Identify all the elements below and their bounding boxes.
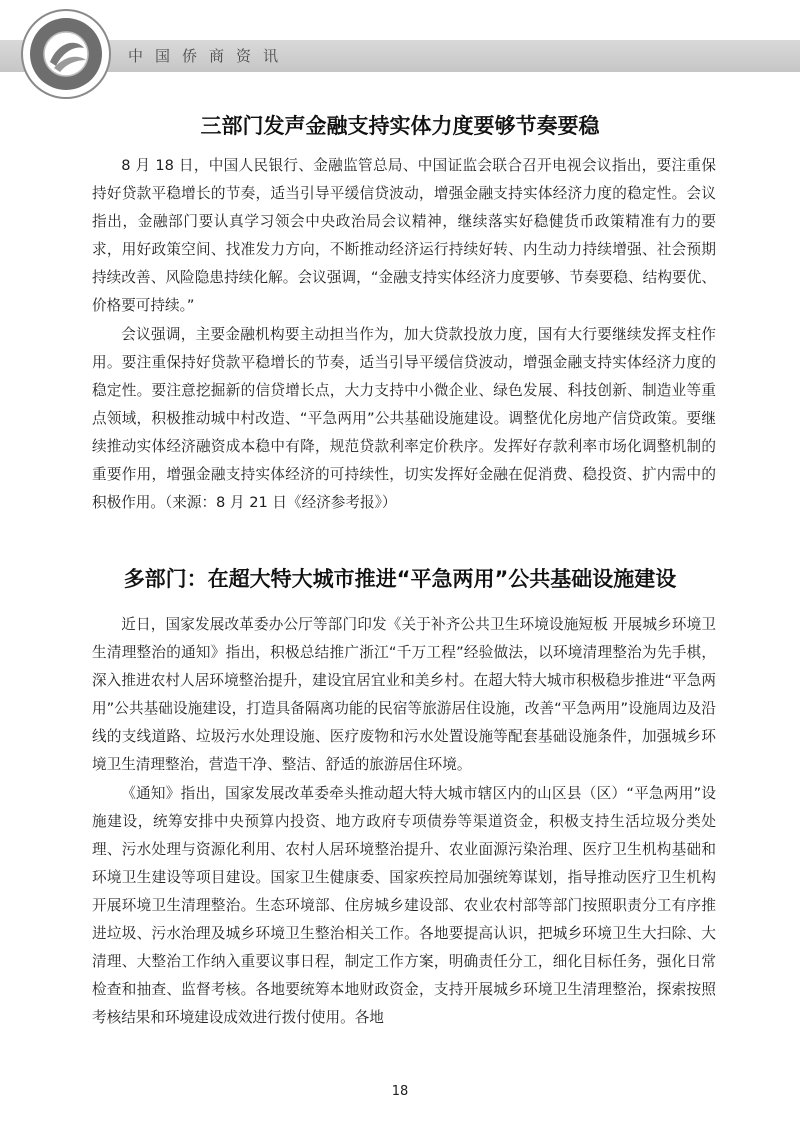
page-number: 18	[391, 1084, 409, 1099]
paragraph: 《通知》指出，国家发展改革委牵头推动超大特大城市辖区内的山区县（区）“平急两用”设施建设，统筹安排中央预算内投资、地方政府专项债券等渠道资金，积极支持生活垃圾分类处理、污水处理与资源化利用、农村人居环境整治提升、农业面源污染治理、医疗卫生机构基础和环境卫生建设等项目建设。国家卫生健康委、国家疾控局加强统筹谋划，指导推动医疗卫生机构开展环境卫生清理整治。生态环境部、住房城乡建设部、农业农村部等部门按照职责分工有序推进垃圾、污水治理及城乡环境卫生整治相关工作。各地要提高认识，把城乡环境卫生大扫除、大清理、大整治工作纳入重要议事日程，制定工作方案，明确责任分工，细化目标任务，强化日常检查和抽查、监督考核。各地要统筹本地财政资金，支持开展城乡环境卫生清理整治，探索按照考核结果和环境建设成效进行拨付使用。各地	[92, 784, 716, 1027]
paragraph: 8 月 18 日，中国人民银行、金融监管总局、中国证监会联合召开电视会议指出，要注重保持好贷款平稳增长的节奏，适当引导平缓信贷波动，增强金融支持实体经济力度的稳定性。会议指出，金融部门要认真学习领会中央政治局会议精神，继续落实好稳健货币政策精准有力的要求，用好政策空间、找准发力方向，不断推动经济运行持续好转、内生动力持续增强、社会预期持续改善、风险隐患持续化解。会议强调，“金融支持实体经济力度要够、节奏要稳、结构要优、价格要可持续。”	[92, 157, 716, 315]
article-body	[92, 611, 716, 1032]
article-body	[92, 152, 716, 517]
article-title: 多部门：在超大特大城市推进“平急两用”公共基础设施建设	[123, 567, 677, 591]
publication-title: 中国侨商资讯	[128, 47, 291, 65]
header-band	[0, 40, 800, 72]
publication-logo	[20, 8, 112, 100]
paragraph: 会议强调，主要金融机构要主动担当作为，加大贷款投放力度，国有大行要继续发挥支柱作用。要注重保持好贷款平稳增长的节奏，适当引导平缓信贷波动，增强金融支持实体经济力度的稳定性。要注意挖掘新的信贷增长点，大力支持中小微企业、绿色发展、科技创新、制造业等重点领域，积极推动城中村改造、“平急两用”公共基础设施建设。调整优化房地产信贷政策。要继续推动实体经济融资成本稳中有降，规范贷款利率定价秩序。发挥好存款利率市场化调整机制的重要作用，增强金融支持实体经济的可持续性，切实发挥好金融在促消费、稳投资、扩内需中的积极作用。（来源：8 月 21 日《经济参考报》）	[92, 325, 716, 512]
paragraph: 近日，国家发展改革委办公厅等部门印发《关于补齐公共卫生环境设施短板 开展城乡环境卫生清理整治的通知》指出，积极总结推广浙江“千万工程”经验做法，以环境清理整治为先手棋，深入推进农村人居环境整治提升，建设宜居宜业和美乡村。在超大特大城市积极稳步推进“平急两用”公共基础设施建设，打造具备隔离功能的民宿等旅游居住设施，改善“平急两用”设施周边及沿线的支线道路、垃圾污水处理设施、医疗废物和污水处置设施等配套基础设施条件，加强城乡环境卫生清理整治，营造干净、整洁、舒适的旅游居住环境。	[92, 616, 716, 774]
article-title: 三部门发声金融支持实体力度要够节奏要稳	[200, 114, 600, 138]
